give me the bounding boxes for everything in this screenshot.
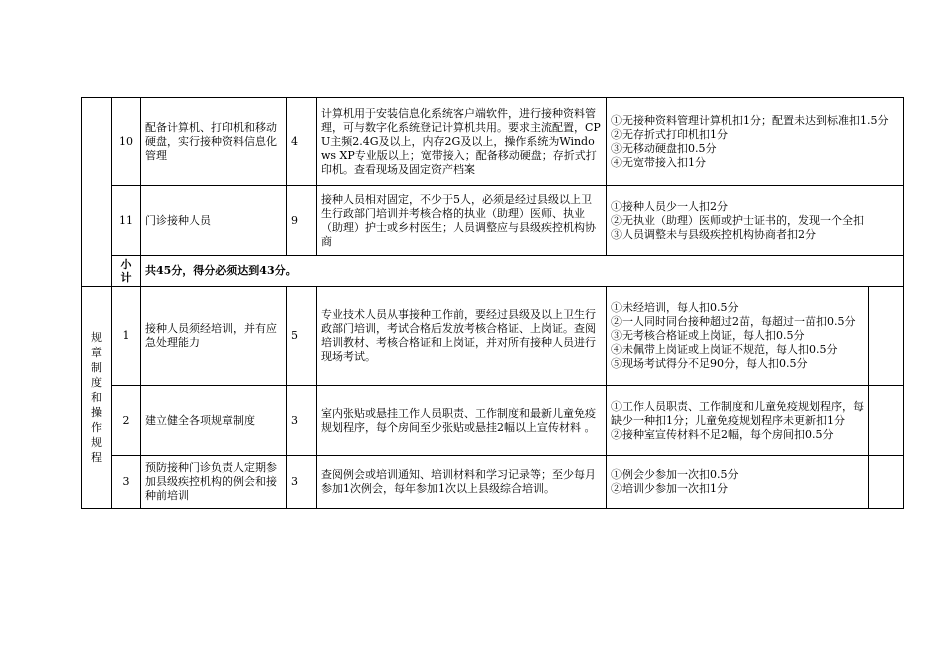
deduction-line: ①未经培训，每人扣0.5分 xyxy=(611,301,739,314)
score-cell xyxy=(869,386,904,456)
deduction-line: ①接种人员少一人扣2分 xyxy=(611,199,728,213)
row-deductions xyxy=(607,186,904,256)
row-item: 配备计算机、打印机和移动硬盘，实行接种资料信息化管理 xyxy=(141,98,287,186)
deduction-line: ④无宽带接入扣1分 xyxy=(611,155,706,169)
deduction-line: ②接种室宣传材料不足2幅，每个房间扣0.5分 xyxy=(611,427,834,441)
score-cell xyxy=(869,287,904,386)
row-method: 接种人员相对固定，不少于5人，必须是经过县级以上卫生行政部门培训并考核合格的执业（助理）医师、执业（助理）护士或乡村医生；人员调整应与县级疾控机构协商 xyxy=(317,186,607,256)
row-number: 1 xyxy=(112,287,141,386)
section-title xyxy=(82,98,112,287)
deduction-line: ①无接种资料管理计算机扣1分；配置未达到标准扣1.5分 xyxy=(611,113,889,127)
row-points: 3 xyxy=(287,386,317,456)
subtotal-text: 共45分，得分必须达到43分。 xyxy=(141,256,904,287)
row-points: 3 xyxy=(287,456,317,509)
row-method: 计算机用于安装信息化系统客户端软件，进行接种资料管理，可与数字化系统登记计算机共用。要求主流配置，CPU主频2.4G及以上，内存2G及以上，操作系统为Windows XP专业版以上；宽带接入；配备移动硬盘；存折式打印机。查看现场及固定资产档案 xyxy=(317,98,607,186)
table-row xyxy=(82,186,904,256)
deduction-line: ③人员调整未与县级疾控机构协商者扣2分 xyxy=(611,227,816,241)
row-deductions xyxy=(607,98,904,186)
row-item: 预防接种门诊负责人定期参加县级疾控机构的例会和接种前培训 xyxy=(141,456,287,509)
row-points: 9 xyxy=(287,186,317,256)
deduction-line: ②培训少参加一次扣1分 xyxy=(611,482,728,495)
score-cell xyxy=(869,456,904,509)
row-deductions xyxy=(607,456,869,509)
deduction-line: ③无考核合格证或上岗证，每人扣0.5分 xyxy=(611,329,805,342)
table-row xyxy=(82,98,904,186)
deduction-line: ①例会少参加一次扣0.5分 xyxy=(611,468,739,481)
deduction-line: ②一人同时同台接种超过2苗，每超过一苗扣0.5分 xyxy=(611,315,856,328)
table-row xyxy=(82,287,904,386)
row-number: 3 xyxy=(112,456,141,509)
subtotal-row xyxy=(82,256,904,287)
row-points: 4 xyxy=(287,98,317,186)
row-points: 5 xyxy=(287,287,317,386)
assessment-table xyxy=(81,97,904,509)
deduction-line: ③无移动硬盘扣0.5分 xyxy=(611,141,717,155)
table-row xyxy=(82,386,904,456)
row-item: 接种人员须经培训，并有应急处理能力 xyxy=(141,287,287,386)
row-method: 专业技术人员从事接种工作前，要经过县级及以上卫生行政部门培训，考试合格后发放考核合格证、上岗证。查阅培训教材、考核合格证和上岗证，并对所有接种人员进行现场考试。 xyxy=(317,287,607,386)
section-title: 规章制度和操作规程 xyxy=(82,287,112,509)
row-item: 门诊接种人员 xyxy=(141,186,287,256)
deduction-line: ②无存折式打印机扣1分 xyxy=(611,127,728,141)
row-deductions xyxy=(607,386,869,456)
row-method: 查阅例会或培训通知、培训材料和学习记录等；至少每月参加1次例会，每年参加1次以上县级综合培训。 xyxy=(317,456,607,509)
row-item: 建立健全各项规章制度 xyxy=(141,386,287,456)
row-method: 室内张贴或悬挂工作人员职责、工作制度和最新儿童免疫规划程序，每个房间至少张贴或悬挂2幅以上宣传材料 。 xyxy=(317,386,607,456)
subtotal-label: 小计 xyxy=(112,256,141,287)
deduction-line: ⑤现场考试得分不足90分，每人扣0.5分 xyxy=(611,357,808,370)
deduction-line: ②无执业（助理）医师或护士证书的，发现一个全扣 xyxy=(611,213,864,227)
row-number: 10 xyxy=(112,98,141,186)
row-number: 2 xyxy=(112,386,141,456)
row-number: 11 xyxy=(112,186,141,256)
row-deductions xyxy=(607,287,869,386)
table-row xyxy=(82,456,904,509)
deduction-line: ①工作人员职责、工作制度和儿童免疫规划程序，每缺少一种扣1分；儿童免疫规划程序未更新扣1分 xyxy=(611,399,864,427)
deduction-line: ④未佩带上岗证或上岗证不规范，每人扣0.5分 xyxy=(611,343,838,356)
